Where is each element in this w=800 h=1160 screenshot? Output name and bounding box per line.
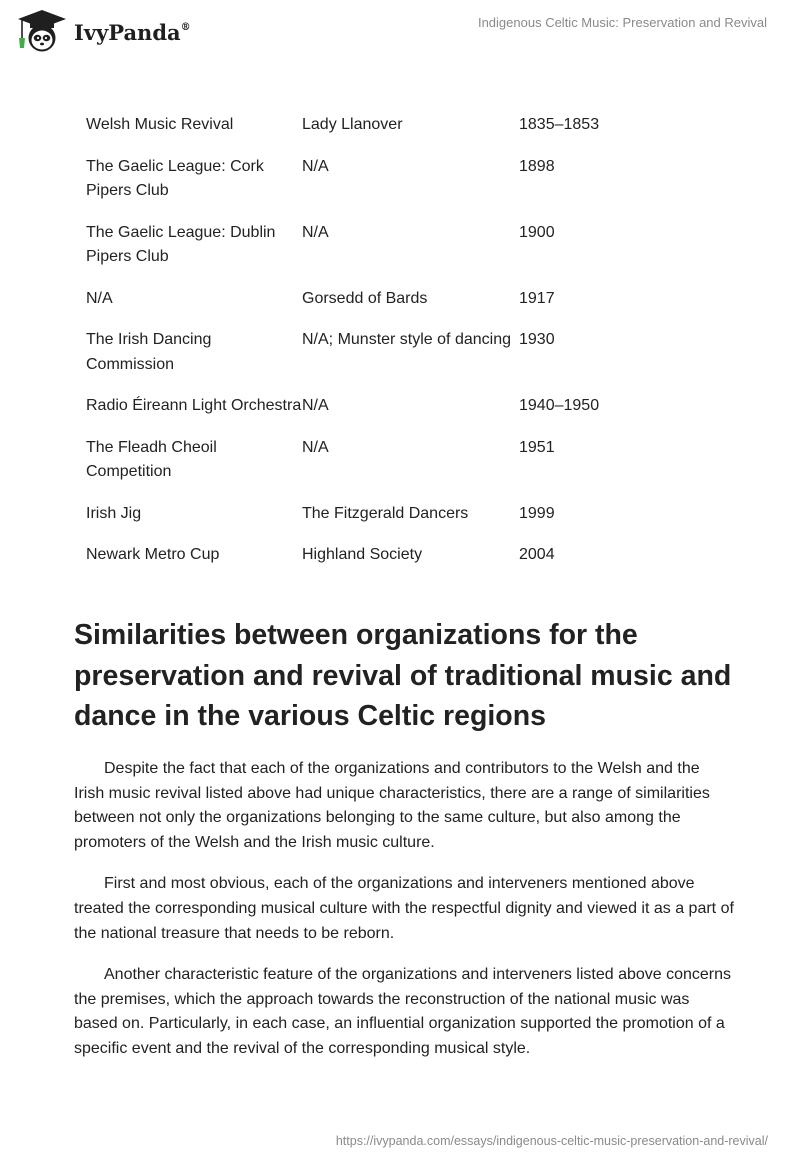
table-cell-date: 1940–1950	[519, 397, 600, 414]
table-cell-organization: Newark Metro Cup	[86, 546, 220, 563]
table-row	[86, 155, 726, 221]
paragraph: Another characteristic feature of the organizations and interveners listed above concerns the premises, which the approach towards the reconstruction of the national music was based on. Particularly, in each case, an influential organization supported the promotion of a specific event and the revival of the corresponding musical style.	[74, 966, 732, 1057]
table-row	[86, 328, 726, 394]
table-cell-contributor: N/A	[302, 223, 329, 241]
section-heading: Similarities between organizations for the preservation and revival of traditional music and dance in the various Celtic regions	[74, 619, 732, 732]
table-cell-contributor: The Fitzgerald Dancers	[302, 504, 469, 522]
ivypanda-logo[interactable]	[14, 8, 191, 54]
table-cell-date: 1951	[519, 438, 555, 456]
table-cell-contributor: N/A	[302, 438, 329, 456]
table-cell-date: 1898	[519, 157, 555, 175]
table-cell-contributor: N/A; Munster style of dancing	[302, 331, 511, 348]
paragraph: First and most obvious, each of the organizations and interveners mentioned above treated the corresponding musical culture with the respectful dignity and viewed it as a part of the national treasure that needs to be reborn.	[74, 875, 734, 942]
table-row	[86, 543, 726, 585]
table-cell-date: 1835–1853	[519, 116, 600, 133]
table-cell-date: 1930	[519, 331, 555, 348]
section-body	[74, 757, 734, 1079]
table-row	[86, 394, 726, 436]
table-cell-contributor: Highland Society	[302, 546, 423, 563]
table-row	[86, 113, 726, 155]
table-cell-contributor: N/A	[302, 157, 329, 175]
brand-name	[74, 20, 191, 45]
source-url[interactable]: https://ivypanda.com/essays/indigenous-celtic-music-preservation-and-revival/	[335, 1134, 768, 1148]
table-row	[86, 436, 726, 502]
table-cell-contributor: Lady Llanover	[302, 116, 403, 133]
table-row	[86, 221, 726, 287]
table-row	[86, 502, 726, 544]
table-cell-date: 1999	[519, 504, 555, 522]
table-cell-date: 1900	[519, 223, 555, 241]
table-cell-date: 2004	[519, 546, 555, 563]
table-cell-contributor: N/A	[302, 397, 329, 414]
table-cell-organization: Radio Éireann Light Orchestra	[86, 397, 302, 414]
brand-registered-mark: ®	[180, 21, 191, 33]
table-row	[86, 287, 726, 329]
table-cell-organization: Irish Jig	[86, 504, 142, 522]
table-cell-organization: The Fleadh Cheoil Competition	[86, 438, 217, 480]
table-cell-organization: The Gaelic League: Cork Pipers Club	[86, 157, 264, 199]
panda-graduate-icon	[14, 8, 70, 54]
table-cell-contributor: Gorsedd of Bards	[302, 289, 428, 307]
table-cell-date: 1917	[519, 289, 555, 307]
table-cell-organization: The Gaelic League: Dublin Pipers Club	[86, 223, 276, 265]
organizations-table	[86, 113, 726, 585]
table-cell-organization: Welsh Music Revival	[86, 116, 234, 133]
table-cell-organization: The Irish Dancing Commission	[86, 331, 212, 373]
document-title: Indigenous Celtic Music: Preservation and Revival	[477, 15, 767, 30]
page-header	[0, 0, 800, 60]
brand-label: IvyPanda	[74, 19, 181, 45]
paragraph: Despite the fact that each of the organizations and contributors to the Welsh and the Irish music revival listed above had unique characteristics, there are a range of similarities between not only the organizations belonging to the same culture, but also among the promoters of the Welsh and the Irish music culture.	[74, 760, 710, 851]
table-cell-organization: N/A	[86, 289, 113, 307]
